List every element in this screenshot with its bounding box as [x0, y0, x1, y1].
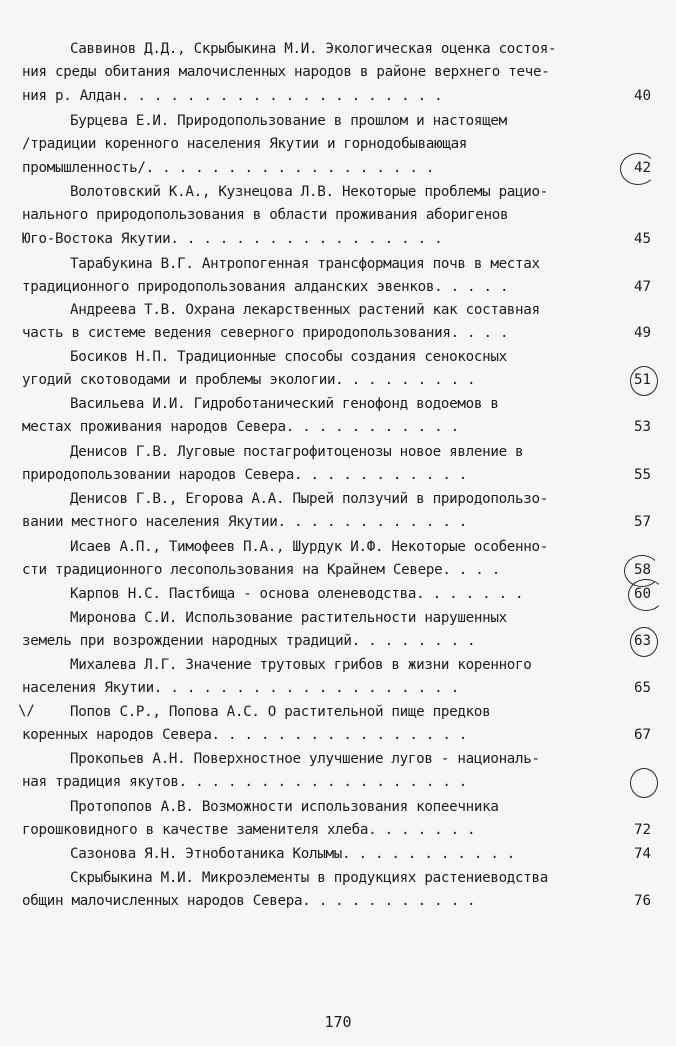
toc-entry: [22, 441, 622, 488]
toc-entry-line: традиционного природопользования алданских эвенков. . . . .: [22, 279, 509, 296]
toc-page-number: 49: [634, 325, 652, 342]
toc-entry: [22, 38, 622, 108]
toc-entry: [22, 393, 622, 440]
toc-entry: [22, 346, 622, 393]
toc-entry-line: угодий скотоводами и проблемы экологии. . . . . . . . .: [22, 372, 476, 389]
toc-entry-title: Денисов Г.В., Егорова А.А. Пырей ползучий в природопользо-: [70, 491, 549, 507]
toc-entry-line: природопользовании народов Севера. . . . . . . . . . .: [22, 467, 468, 484]
toc-entry: [22, 299, 622, 346]
toc-page-number: 47: [634, 279, 652, 296]
toc-page-number: 57: [634, 514, 652, 531]
handwritten-arc-mark: [620, 153, 656, 185]
toc-page-number: 74: [634, 846, 652, 862]
toc-entry-title: Босиков Н.П. Традиционные способы создания сенокосных: [70, 349, 507, 365]
toc-page-number: 40: [634, 87, 652, 104]
toc-entry-line: промышленность/. . . . . . . . . . . . . . . . . .: [22, 159, 435, 176]
toc-entry-title: Карпов Н.С. Пастбища - основа оленеводства. . . . . . .: [70, 586, 524, 602]
toc-entry-title: Попов С.Р., Попова А.С. О растительной пище предков: [70, 704, 491, 720]
toc-entry: [22, 867, 622, 914]
toc-entry: [22, 110, 622, 180]
toc-page-number: 51: [634, 372, 652, 389]
toc-entry-title: Волотовский К.А., Кузнецова Л.В. Некоторые проблемы рацио-: [70, 184, 549, 200]
page-number: 170: [324, 1013, 352, 1031]
toc-entry: [22, 536, 622, 583]
toc-entry-title: Миронова С.И. Использование растительности нарушенных: [70, 610, 507, 626]
toc-entry-line: населения Якутии. . . . . . . . . . . . . . . . . . .: [22, 680, 459, 697]
toc-entry-title: Тарабукина В.Г. Антропогенная трансформация почв в местах: [70, 256, 540, 272]
handwritten-arc-mark: [628, 579, 664, 611]
toc-page-number: 63: [634, 633, 652, 650]
toc-entry-line: /традиции коренного населения Якутии и горнодобывающая: [22, 136, 468, 153]
toc-page-number: 58: [634, 562, 652, 579]
toc-entry-line: местах проживания народов Севера. . . . . . . . . . .: [22, 419, 459, 436]
toc-entry-line: коренных народов Севера. . . . . . . . . . . . . . . .: [22, 727, 468, 744]
toc-entry-line: общин малочисленных народов Севера. . . . . . . . . . .: [22, 893, 476, 910]
toc-entry-line: сти традиционного лесопользования на Крайнем Севере. . . .: [22, 562, 501, 579]
toc-entry: [22, 488, 622, 535]
toc-entry-title: Протопопов А.В. Возможности использования копеечника: [70, 799, 499, 815]
handwritten-circle-mark: [630, 768, 658, 798]
toc-entry-line: часть в системе ведения северного природопользования. . . .: [22, 325, 509, 342]
toc-entry-title: Андреева Т.В. Охрана лекарственных растений как составная: [70, 302, 540, 318]
toc-entry-line: вании местного населения Якутии. . . . . . . . . . . .: [22, 514, 468, 531]
toc-entry: [22, 583, 622, 606]
toc-entry-title: Сазонова Я.Н. Этноботаника Колымы. . . . . . . . . . .: [70, 846, 516, 862]
toc-entry-title: Васильева И.И. Гидроботанический генофонд водоемов в: [70, 396, 499, 412]
toc-page-number: 72: [634, 822, 652, 839]
toc-entry: [22, 654, 622, 701]
toc-entry-line: горошковидного в качестве заменителя хлеба. . . . . . .: [22, 822, 476, 839]
toc-entry: [22, 181, 622, 251]
toc-page-number: 60: [634, 586, 652, 602]
toc-page-number: 65: [634, 680, 652, 697]
toc-entry-title: Бурцева Е.И. Природопользование в прошлом и настоящем: [70, 113, 507, 129]
toc-page-number: 42: [634, 159, 652, 176]
toc-entry-title: Скрыбыкина М.И. Микроэлементы в продукциях растениеводства: [70, 870, 549, 886]
toc-entry: [22, 701, 622, 748]
toc-entry: [22, 748, 622, 795]
toc-page-number: 45: [634, 230, 652, 247]
toc-entry-line: Юго-Востока Якутии. . . . . . . . . . . . . . . . .: [22, 230, 443, 247]
toc-page-number: 53: [634, 419, 652, 436]
toc-entry-title: Саввинов Д.Д., Скрыбыкина М.И. Экологическая оценка состоя-: [70, 41, 557, 57]
toc-entry-title: Денисов Г.В. Луговые постагрофитоценозы новое явление в: [70, 444, 524, 460]
toc-entry-line: ния среды обитания малочисленных народов в районе верхнего тече-: [22, 64, 550, 81]
toc-page-number: 67: [634, 727, 652, 744]
toc-entry-line: нального природопользования в области проживания аборигенов: [22, 207, 509, 224]
toc-entry-title: Михалева Л.Г. Значение трутовых грибов в жизни коренного: [70, 657, 532, 673]
toc-entry-title: Исаев А.П., Тимофеев П.А., Шурдук И.Ф. Некоторые особенно-: [70, 539, 549, 555]
toc-entry: [22, 796, 622, 843]
toc-entry-line: земель при возрождении народных традиций. . . . . . . .: [22, 633, 476, 650]
toc-entry: [22, 253, 622, 300]
toc-entry-line: ния р. Алдан. . . . . . . . . . . . . . . . . . . .: [22, 87, 443, 104]
toc-entry-line: ная традиция якутов. . . . . . . . . . . . . . . . . .: [22, 774, 468, 791]
toc-entry: [22, 607, 622, 654]
handwritten-tick-mark: \/: [18, 703, 35, 719]
toc-entry-title: Прокопьев А.Н. Поверхностное улучшение лугов - националь-: [70, 751, 540, 767]
toc-entry: [22, 843, 622, 866]
toc-page-number: 76: [634, 893, 652, 910]
toc-page-number: 55: [634, 467, 652, 484]
